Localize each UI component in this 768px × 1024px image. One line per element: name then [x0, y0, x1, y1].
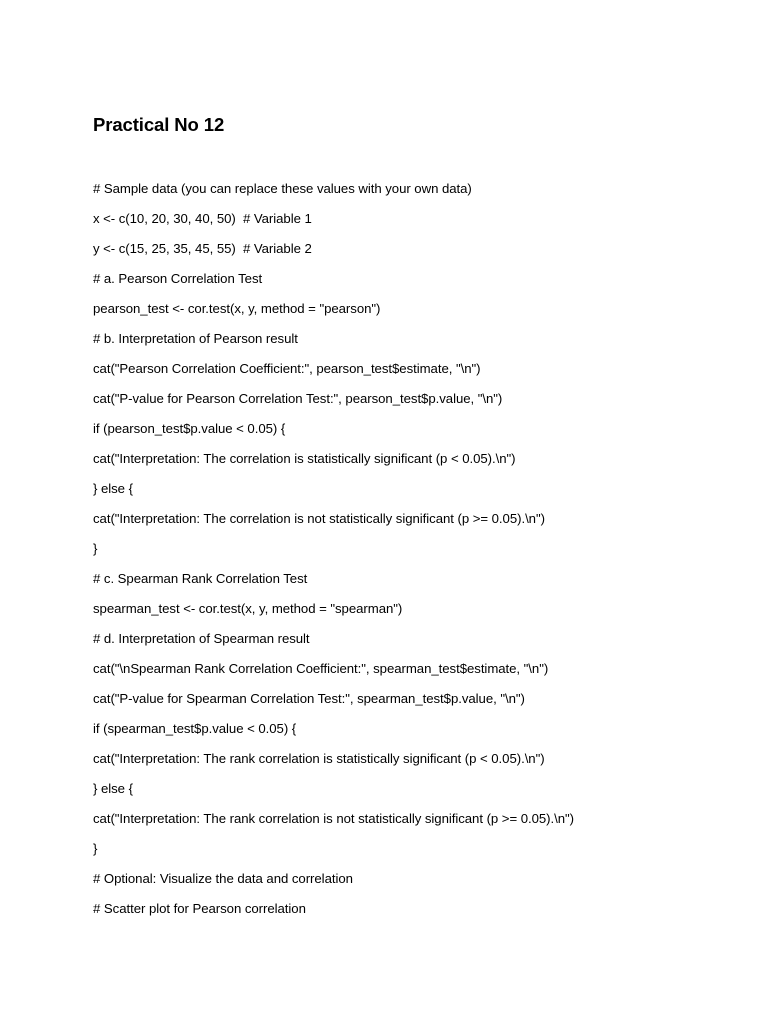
- code-line: cat("Interpretation: The rank correlation is not statistically significant (p >= 0.05).\n"): [93, 811, 575, 826]
- code-line: # a. Pearson Correlation Test: [93, 271, 263, 286]
- code-line: # b. Interpretation of Pearson result: [93, 331, 298, 346]
- code-line: cat("Interpretation: The correlation is statistically significant (p < 0.05).\n"): [93, 451, 516, 466]
- code-line: } else {: [93, 781, 133, 796]
- code-line: cat("\nSpearman Rank Correlation Coefficient:", spearman_test$estimate, "\n"): [93, 661, 549, 676]
- code-line: # d. Interpretation of Spearman result: [93, 631, 310, 646]
- code-line: spearman_test <- cor.test(x, y, method = "spearman"): [93, 601, 403, 616]
- code-line: cat("Pearson Correlation Coefficient:", pearson_test$estimate, "\n"): [93, 361, 481, 376]
- code-line: cat("P-value for Pearson Correlation Test:", pearson_test$p.value, "\n"): [93, 391, 503, 406]
- code-line: # Optional: Visualize the data and correlation: [93, 871, 353, 886]
- code-line: cat("P-value for Spearman Correlation Test:", spearman_test$p.value, "\n"): [93, 691, 525, 706]
- code-line: }: [93, 841, 98, 856]
- code-line: y <- c(15, 25, 35, 45, 55) # Variable 2: [93, 241, 312, 256]
- code-line: # Scatter plot for Pearson correlation: [93, 901, 306, 916]
- page-title: Practical No 12: [93, 114, 225, 135]
- code-lines: [93, 179, 574, 929]
- code-line: x <- c(10, 20, 30, 40, 50) # Variable 1: [93, 211, 312, 226]
- code-line: } else {: [93, 481, 133, 496]
- code-line: if (pearson_test$p.value < 0.05) {: [93, 421, 286, 436]
- code-line: pearson_test <- cor.test(x, y, method = "pearson"): [93, 301, 381, 316]
- code-line: if (spearman_test$p.value < 0.05) {: [93, 721, 297, 736]
- code-line: }: [93, 541, 98, 556]
- code-line: # Sample data (you can replace these values with your own data): [93, 181, 472, 196]
- code-line: # c. Spearman Rank Correlation Test: [93, 571, 308, 586]
- code-line: cat("Interpretation: The rank correlation is statistically significant (p < 0.05).\n"): [93, 751, 545, 766]
- code-line: cat("Interpretation: The correlation is not statistically significant (p >= 0.05).\n"): [93, 511, 545, 526]
